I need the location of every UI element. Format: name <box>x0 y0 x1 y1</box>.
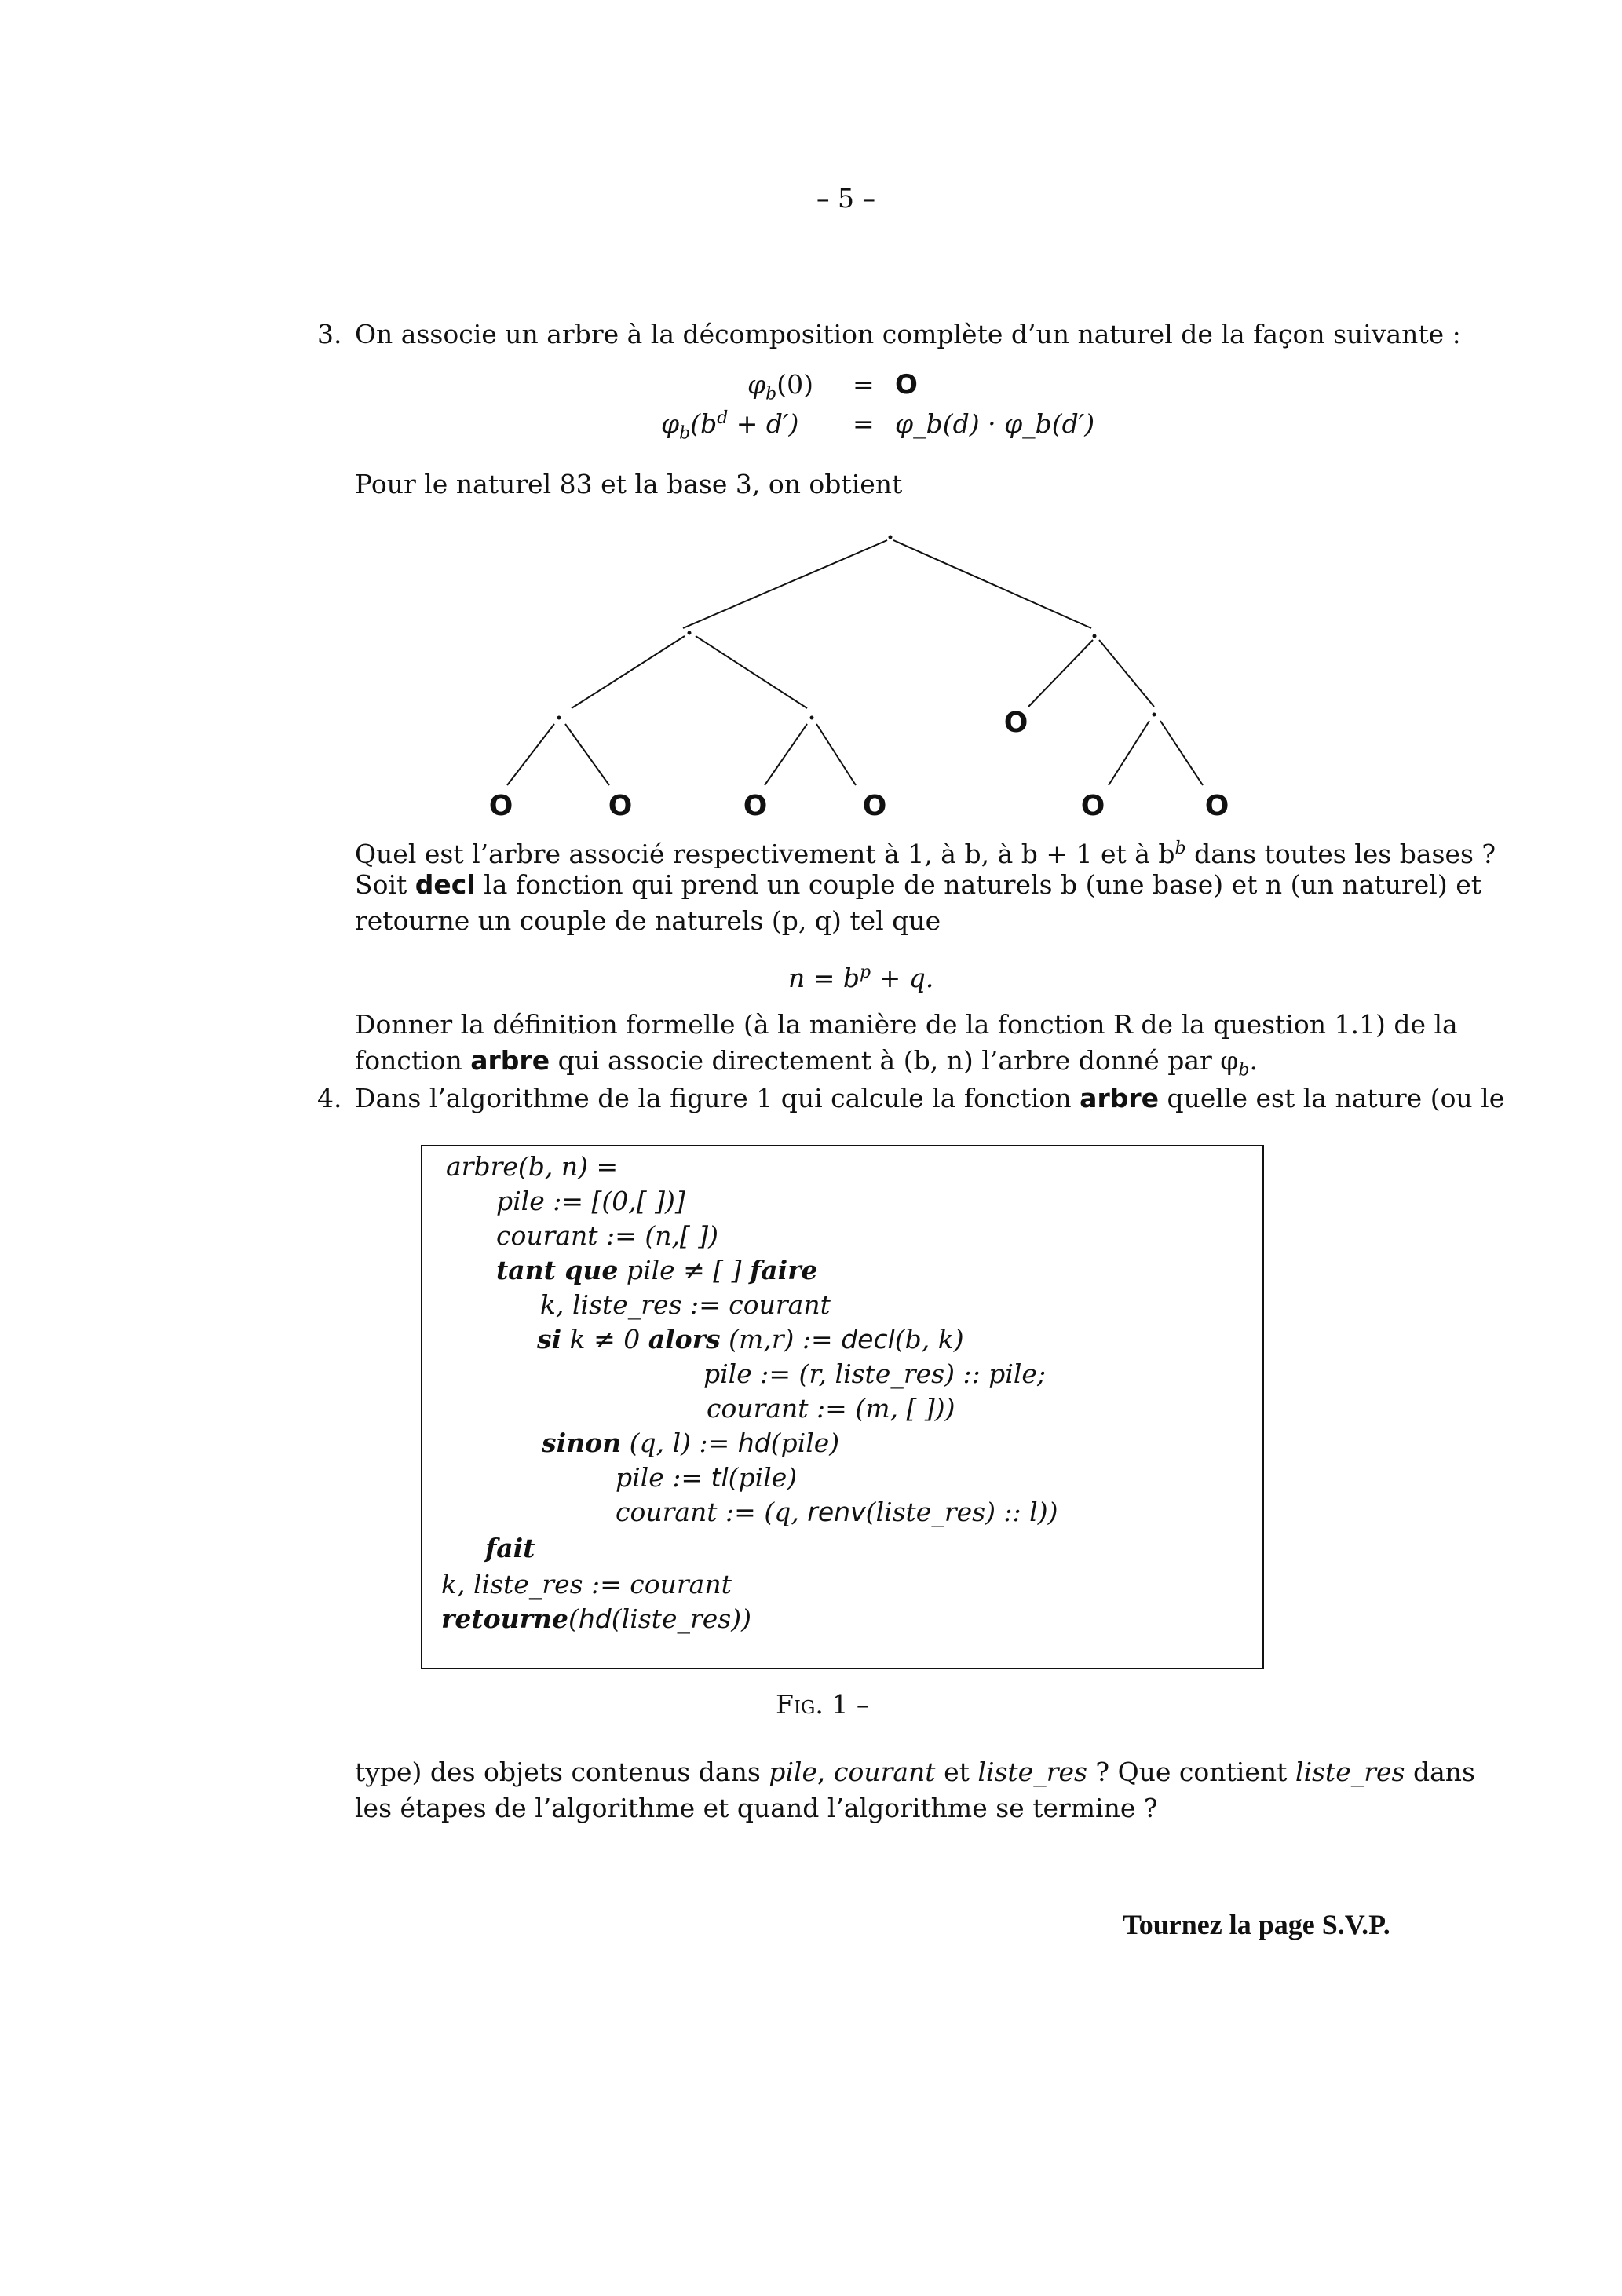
decomposition-tree <box>440 518 1256 848</box>
example-sentence: Pour le naturel 83 et la base 3, on obtient <box>355 469 903 499</box>
tree-leaf: O <box>1204 790 1229 822</box>
tree-node <box>1153 713 1156 717</box>
question-3-line-5: fonction arbre qui associe directement à (b, n) l’arbre donné par $\varphi_b$. <box>355 1045 1258 1080</box>
equation-2-equals: = <box>853 408 875 439</box>
tree-edge <box>1160 721 1203 785</box>
tree-leaf: O <box>488 790 513 822</box>
algo-line-13: k, liste_res := courant <box>441 1569 732 1600</box>
tree-edge <box>816 724 856 785</box>
tree-node <box>557 716 561 720</box>
tree-edge <box>572 636 685 708</box>
tree-edge <box>565 724 609 785</box>
tree-edge <box>1109 721 1149 785</box>
figure-caption: Fig. 1 – <box>776 1689 870 1720</box>
algo-line-12: fait <box>485 1533 535 1563</box>
tree-edge <box>1099 640 1154 707</box>
tree-edge <box>765 724 807 785</box>
question-4-number: 4. <box>317 1083 342 1113</box>
equation-phi-zero: $\varphi_b(0)$ <box>747 369 813 404</box>
tree-leaf: O <box>862 790 887 822</box>
algo-line-5: k, liste_res := courant <box>540 1289 831 1320</box>
algo-line-9: sinon (q, l) := hd(pile) <box>542 1428 840 1458</box>
algo-line-11: courant := (q, renv(liste_res) :: l)) <box>616 1497 1058 1527</box>
equation-decl: $n = b^p + q$. <box>788 963 934 993</box>
equation-phi-recursive: $\varphi_b(b^d + d')$ <box>661 408 799 444</box>
turn-page-note: Tournez la page S.V.P. <box>1123 1909 1390 1940</box>
tree-leaf: O <box>608 790 633 822</box>
question-4-line-2: type) des objets contenus dans pile, courant et liste_res ? Que contient liste_res dans <box>355 1757 1475 1787</box>
algo-line-4: tant que pile ≠ [ ] faire <box>496 1255 818 1285</box>
question-3-line-1: Quel est l’arbre associé respectivement à 1, à b, à b + 1 et à $b^b$ dans toutes les bases ? <box>355 839 1496 869</box>
algo-line-3: courant := (n,[ ]) <box>496 1220 719 1251</box>
question-4-line-3: les étapes de l’algorithme et quand l’algorithme se termine ? <box>355 1793 1158 1823</box>
tree-leaf: O <box>1080 790 1105 822</box>
algo-line-10: pile := tl(pile) <box>616 1462 798 1493</box>
tree-edge <box>507 724 554 785</box>
question-3-intro: On associe un arbre à la décomposition complète d’un naturel de la façon suivante : <box>355 319 1461 349</box>
tree-node <box>1093 634 1097 638</box>
tree-leaf: O <box>1003 707 1028 739</box>
algo-line-1: arbre(b, n) = <box>446 1151 619 1182</box>
equation-2-rhs: φ_b(d) · φ_b(d′) <box>895 408 1095 439</box>
equation-1-rhs: O <box>895 369 918 400</box>
question-3-line-3: retourne un couple de naturels (p, q) tel que <box>355 905 941 936</box>
tree-node <box>889 536 893 539</box>
page-number: – 5 – <box>816 183 875 214</box>
algo-line-6: si k ≠ 0 alors (m,r) := decl(b, k) <box>537 1324 964 1355</box>
tree-edge <box>893 540 1091 628</box>
question-3-number: 3. <box>317 319 342 349</box>
tree-node <box>688 631 692 635</box>
algo-line-2: pile := [(0,[ ])] <box>496 1186 685 1216</box>
algo-line-14: retourne(hd(liste_res)) <box>441 1603 751 1634</box>
tree-leaf: O <box>743 790 768 822</box>
algo-line-8: courant := (m, [ ])) <box>707 1393 955 1424</box>
equation-1-equals: = <box>853 369 875 400</box>
question-4-line-1: Dans l’algorithme de la figure 1 qui calcule la fonction arbre quelle est la nature (ou le <box>355 1083 1505 1113</box>
question-3-line-2: Soit decl la fonction qui prend un couple de naturels b (une base) et n (un naturel) et <box>355 869 1481 900</box>
question-3-line-4: Donner la définition formelle (à la manière de la fonction R de la question 1.1) de la <box>355 1009 1458 1040</box>
tree-edge <box>683 540 887 628</box>
algo-line-7: pile := (r, liste_res) :: pile; <box>703 1358 1047 1389</box>
tree-edge <box>696 636 807 708</box>
tree-node <box>810 716 814 720</box>
tree-edge <box>1028 640 1093 707</box>
